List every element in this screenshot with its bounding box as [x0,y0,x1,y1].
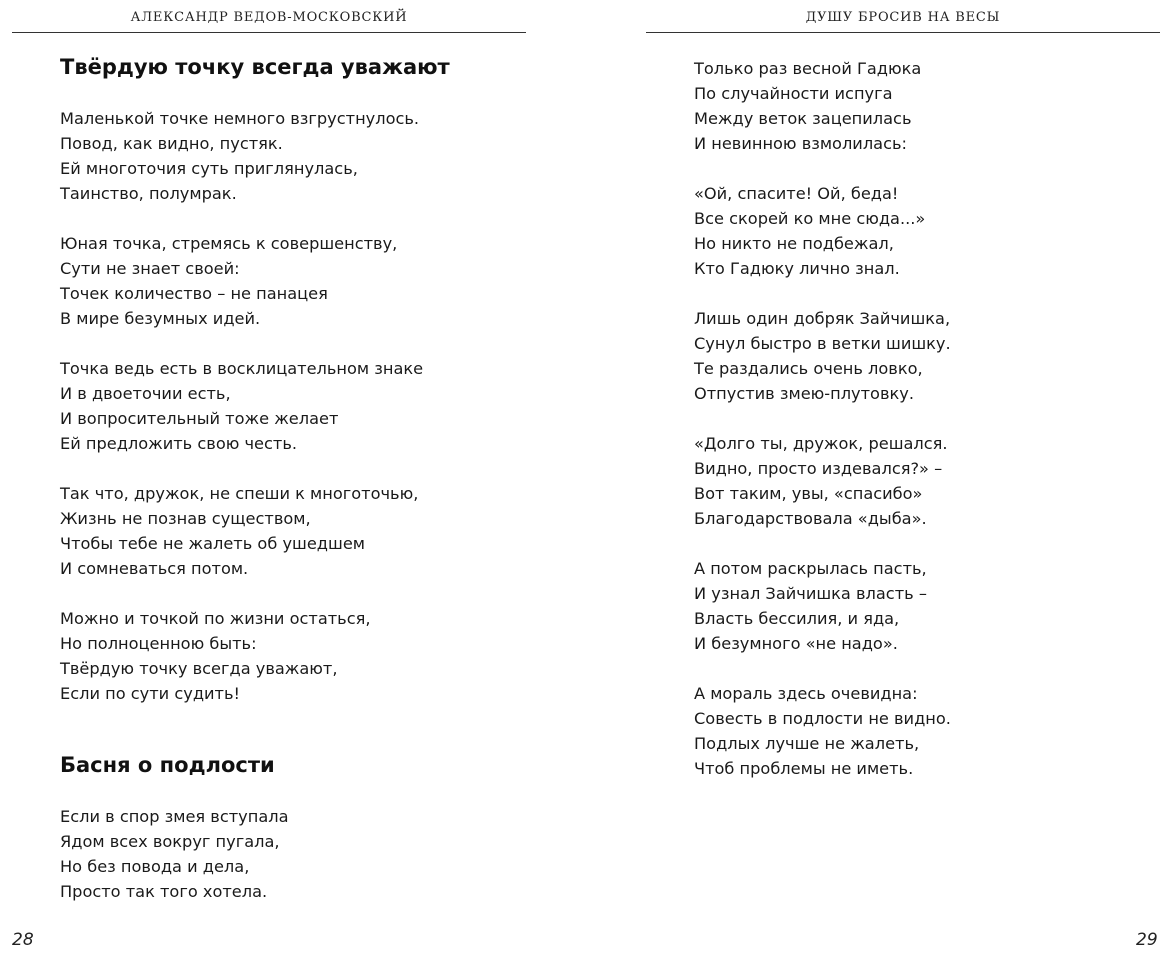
stanza [694,556,951,656]
stanza [60,804,289,904]
verse-line: В мире безумных идей. [60,309,261,328]
stanza [60,481,423,581]
verse-line: Подлых лучше не жалеть, [694,734,920,753]
verse-line: Если в спор змея вступала [60,807,289,826]
poem-body [60,106,423,731]
verse-line: Видно, просто издевался?» – [694,459,943,478]
verse-line: Просто так того хотела. [60,882,268,901]
verse-line: Точек количество – не панацея [60,284,328,303]
stanza [60,231,423,331]
poem-body [694,56,951,806]
verse-line: Твёрдую точку всегда уважают, [60,659,338,678]
verse-line: И вопросительный тоже желает [60,409,339,428]
poem-title: Твёрдую точку всегда уважают [60,55,450,79]
verse-line: И в двоеточии есть, [60,384,231,403]
stanza [60,106,423,206]
verse-line: Таинство, полумрак. [60,184,237,203]
verse-line: Совесть в подлости не видно. [694,709,951,728]
verse-line: Те раздались очень ловко, [694,359,923,378]
verse-line: Точка ведь есть в восклицательном знаке [60,359,424,378]
stanza [694,306,951,406]
verse-line: Но никто не подбежал, [694,234,894,253]
stanza [694,431,951,531]
verse-line: Отпустив змею-плутовку. [694,384,915,403]
verse-line: Если по сути судить! [60,684,240,703]
verse-line: «Долго ты, дружок, решался. [694,434,948,453]
verse-line: Ядом всех вокруг пугала, [60,832,280,851]
verse-line: Маленькой точке немного взгрустнулось. [60,109,420,128]
verse-line: А потом раскрылась пасть, [694,559,927,578]
stanza [694,181,951,281]
poem-body [60,804,289,929]
header-rule [12,32,526,33]
stanza [60,356,423,456]
header-rule [646,32,1160,33]
verse-line: И узнал Зайчишка власть – [694,584,927,603]
verse-line: Так что, дружок, не спеши к многоточью, [60,484,419,503]
running-head-author: АЛЕКСАНДР ВЕДОВ-МОСКОВСКИЙ [130,10,408,25]
verse-line: Но без повода и дела, [60,857,250,876]
verse-line: И безумного «не надо». [694,634,898,653]
stanza [694,681,951,781]
verse-line: По случайности испуга [694,84,893,103]
verse-line: Юная точка, стремясь к совершенству, [60,234,398,253]
verse-line: Власть бессилия, и яда, [694,609,900,628]
verse-line: Вот таким, увы, «спасибо» [694,484,923,503]
verse-line: Ей предложить свою честь. [60,434,298,453]
verse-line: Чтобы тебе не жалеть об ушедшем [60,534,365,553]
verse-line: Лишь один добряк Зайчишка, [694,309,951,328]
stanza [60,606,423,706]
poem-title: Басня о подлости [60,753,275,777]
stanza [694,56,951,156]
right-page [584,0,1168,960]
verse-line: Сути не знает своей: [60,259,240,278]
verse-line: И сомневаться потом. [60,559,249,578]
verse-line: И невинною взмолилась: [694,134,907,153]
verse-line: Жизнь не познав существом, [60,509,311,528]
verse-line: Чтоб проблемы не иметь. [694,759,914,778]
verse-line: Благодарствовала «дыба». [694,509,927,528]
verse-line: Ей многоточия суть приглянулась, [60,159,358,178]
verse-line: Сунул быстро в ветки шишку. [694,334,951,353]
verse-line: Все скорей ко мне сюда...» [694,209,926,228]
verse-line: А мораль здесь очевидна: [694,684,918,703]
verse-line: Кто Гадюку лично знал. [694,259,900,278]
verse-line: Между веток зацепилась [694,109,912,128]
verse-line: Можно и точкой по жизни остаться, [60,609,371,628]
verse-line: Но полноценною быть: [60,634,257,653]
verse-line: Повод, как видно, пустяк. [60,134,283,153]
page-number: 29 [1136,930,1158,950]
page-number: 28 [12,930,34,950]
verse-line: «Ой, спасите! Ой, беда! [694,184,899,203]
running-head-book-title: ДУШУ БРОСИВ НА ВЕСЫ [805,10,1001,25]
verse-line: Только раз весной Гадюка [694,59,922,78]
